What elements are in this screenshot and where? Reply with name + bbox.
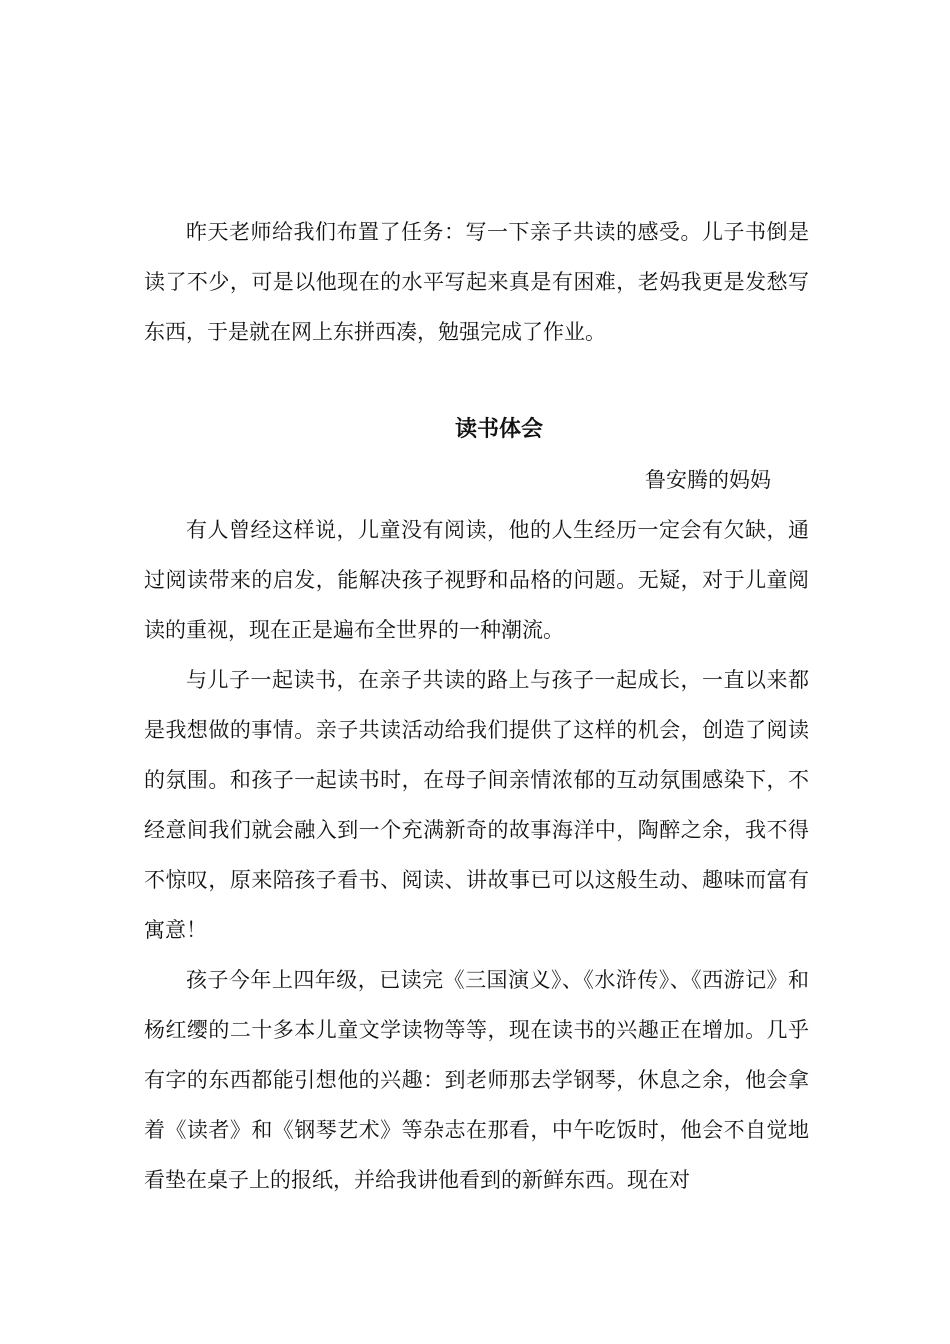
intro-paragraph: 昨天老师给我们布置了任务：写一下亲子共读的感受。儿子书倒是读了不少，可是以他现在的水平写起来真是有困难，老妈我更是发愁写东西，于是就在网上东拼西凑，勉强完成了作业。 (144, 220, 809, 344)
body-paragraph: 孩子今年上四年级，已读完《三国演义》、《水浒传》、《西游记》和杨红缨的二十多本儿童文学读物等等，现在读书的兴趣正在增加。几乎有字的东西都能引想他的兴趣：到老师那去学钢琴，休息之余，他会拿着《读者》和《钢琴艺术》等杂志在那看，中午吃饭时，他会不自觉地看垫在桌子上的报纸，并给我讲他看到的新鲜东西。现在对 (144, 968, 809, 1192)
body-paragraph: 有人曾经这样说，儿童没有阅读，他的人生经历一定会有欠缺，通过阅读带来的启发，能解决孩子视野和品格的问题。无疑，对于儿童阅读的重视，现在正是遍布全世界的一种潮流。 (144, 518, 809, 642)
body-paragraph: 与儿子一起读书，在亲子共读的路上与孩子一起成长，一直以来都是我想做的事情。亲子共读活动给我们提供了这样的机会，创造了阅读的氛围。和孩子一起读书时，在母子间亲情浓郁的互动氛围感染下，不经意间我们就会融入到一个充满新奇的故事海洋中，陶醉之余，我不得不惊叹，原来陪孩子看书、阅读、讲故事已可以这般生动、趣味而富有寓意！ (144, 668, 809, 942)
essay-author: 鲁安腾的妈妈 (645, 468, 771, 492)
essay-title: 读书体会 (454, 417, 543, 442)
